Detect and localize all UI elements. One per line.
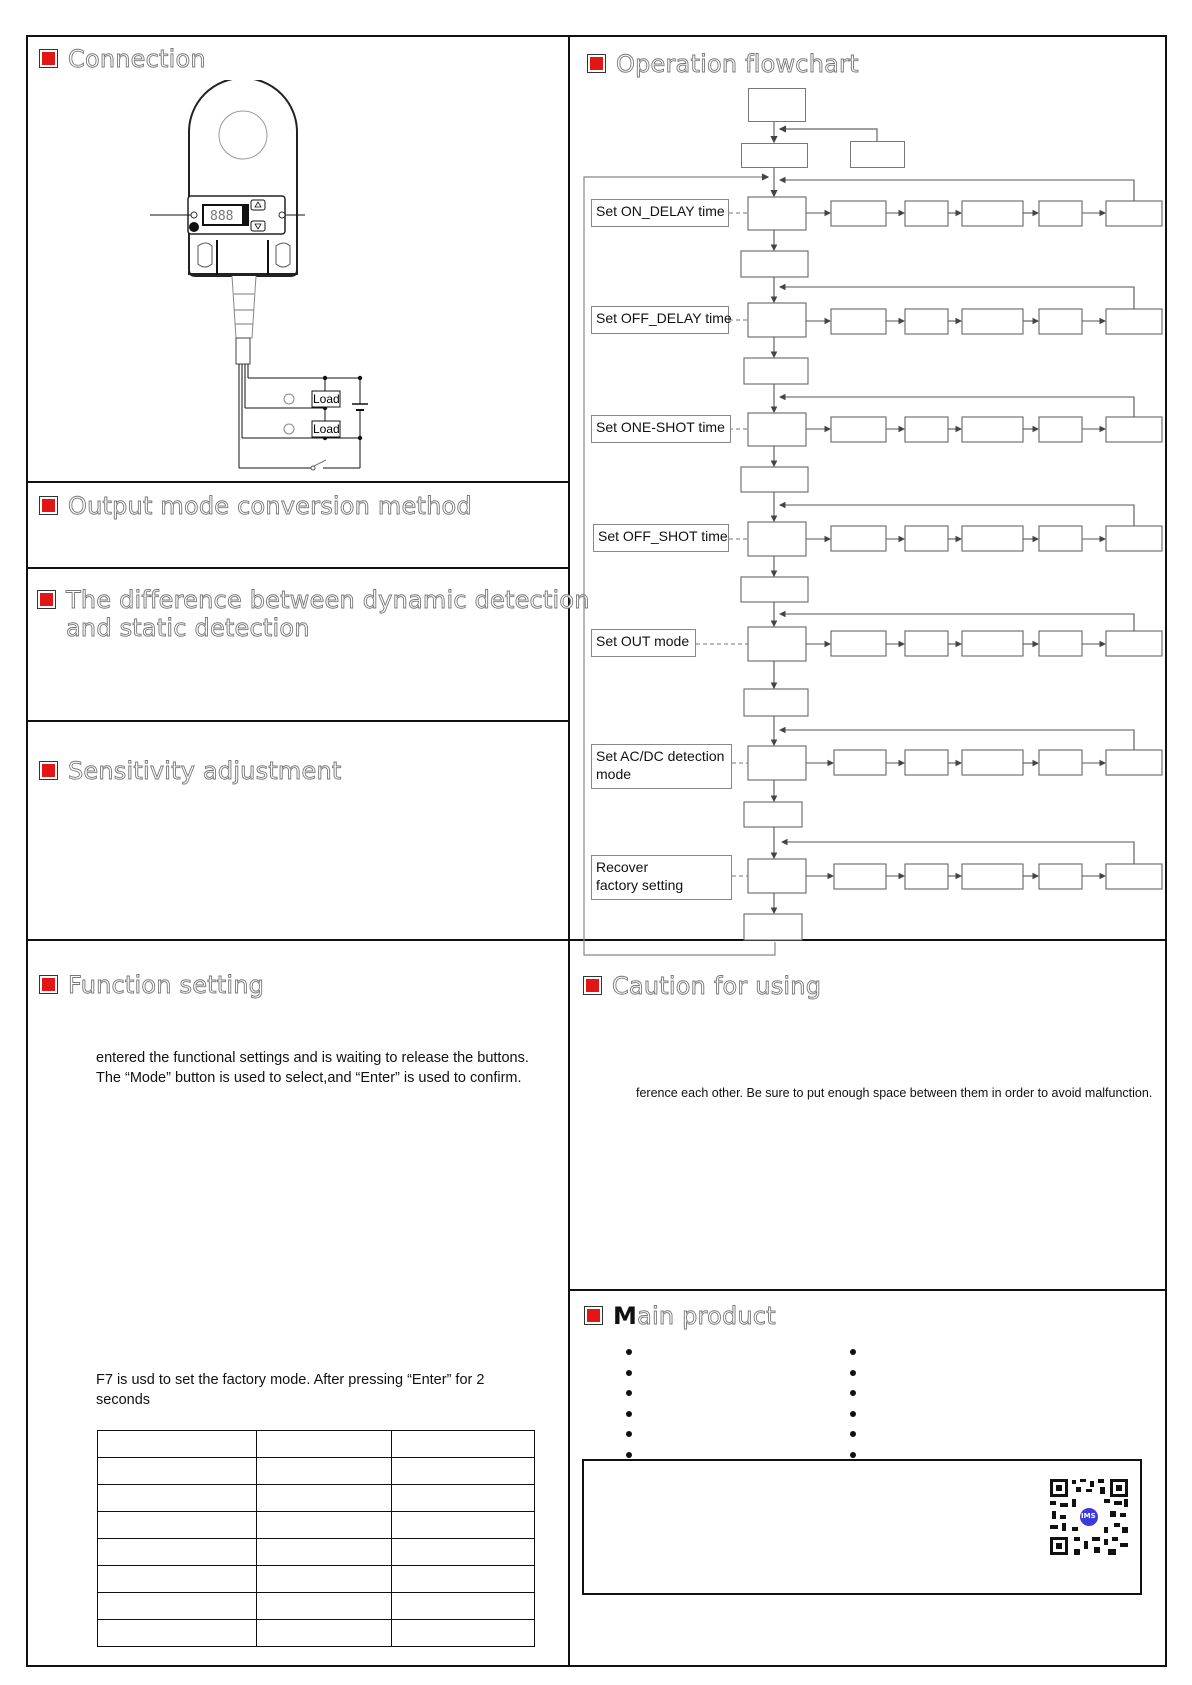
list-bullet (626, 1390, 632, 1396)
flowchart-step-acdc: Set AC/DC detection mode (591, 744, 732, 789)
table-row (98, 1566, 535, 1593)
output-mode-title: Output mode conversion method (68, 492, 472, 520)
f7-text-2: seconds (96, 1392, 151, 1408)
flowchart-title: Operation flowchart (616, 50, 859, 78)
list-bullet (850, 1370, 856, 1376)
f7-text-1: F7 is usd to set the factory mode. After pressing “Enter” for 2 (96, 1372, 485, 1388)
flowchart-step-factory: Recover factory setting (591, 855, 732, 900)
function-setting-text-1: entered the functional settings and is waiting to release the buttons. (96, 1050, 529, 1066)
list-bullet (626, 1349, 632, 1355)
list-bullet (850, 1431, 856, 1437)
list-bullet (626, 1431, 632, 1437)
flowchart-step-off-shot: Set OFF_SHOT time (593, 524, 729, 552)
flowchart-step-out-mode: Set OUT mode (591, 629, 696, 657)
difference-title-line2: and static detection (66, 614, 310, 642)
table-row (98, 1512, 535, 1539)
table-row (98, 1539, 535, 1566)
table-row (98, 1620, 535, 1647)
flowchart-step-off-delay: Set OFF_DELAY time (591, 306, 729, 334)
main-product-title-rest: ain product (637, 1302, 776, 1330)
list-bullet (850, 1411, 856, 1417)
sensitivity-title: Sensitivity adjustment (68, 757, 342, 785)
function-setting-text-2: The “Mode” button is used to select,and “Enter” is used to confirm. (96, 1070, 522, 1086)
list-bullet (850, 1452, 856, 1458)
red-square-icon (39, 975, 58, 994)
connection-title: Connection (68, 45, 206, 73)
function-setting-heading (39, 971, 264, 999)
svg-text:888: 888 (210, 209, 234, 224)
flowchart-step-one-shot: Set ONE-SHOT time (591, 415, 731, 443)
red-square-icon (583, 976, 602, 995)
caution-heading (583, 972, 821, 1000)
flowchart-step-on-delay: Set ON_DELAY time (591, 199, 729, 227)
list-bullet (850, 1390, 856, 1396)
divider-caution (568, 1289, 1167, 1291)
table-row (98, 1458, 535, 1485)
caution-title: Caution for using (612, 972, 822, 1000)
list-bullet (850, 1349, 856, 1355)
main-product-heading (584, 1302, 776, 1330)
list-bullet (626, 1452, 632, 1458)
list-bullet (626, 1370, 632, 1376)
table-row (98, 1485, 535, 1512)
red-square-icon (584, 1306, 603, 1325)
list-bullet (626, 1411, 632, 1417)
function-setting-title: Function setting (68, 971, 265, 999)
table-row (98, 1593, 535, 1620)
function-table (97, 1430, 535, 1647)
main-product-title-first: M (613, 1302, 638, 1330)
caution-text: ference each other. Be sure to put enough space between them in order to avoid malfunction. (636, 1086, 1153, 1100)
main-product-title (613, 1302, 776, 1330)
table-row (98, 1431, 535, 1458)
load-label-1: Load (313, 392, 340, 406)
load-label-2: Load (313, 422, 340, 436)
qr-badge-text: IMS (1081, 1512, 1096, 1520)
difference-title-line1: The difference between dynamic detection (66, 586, 590, 614)
